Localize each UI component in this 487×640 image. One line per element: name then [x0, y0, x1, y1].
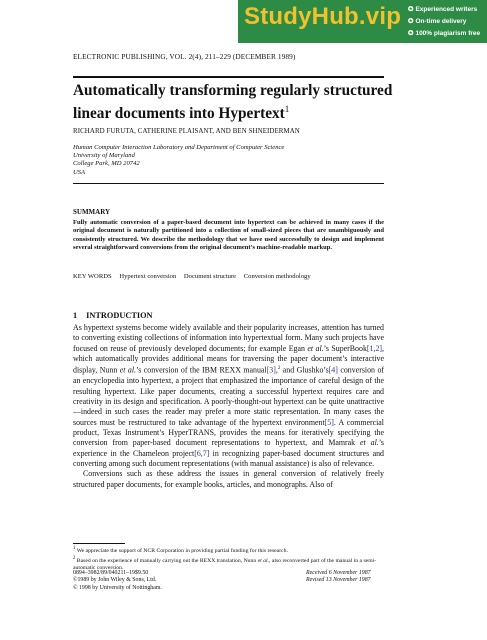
paragraph: As hypertext systems become widely available and their popularity increases, attention has turned to converting existing collections of information into hypertextual form. Many such projects have focused on reuse of previously developed documents; for example Egan et al.’s SuperBook[1,2], which automatically provides additional means for traversing the paper document’s interactive display, Nunn et al.’s conversion of the IBM REXX manual[3],$^2$ and Glushko’s[4] conversion of an encyclopedia into hypertext, a project that emphasized the importance of careful design of the resulting hypertext. Like paper documents, creating a successful hypertext requires care and creativity in its design and specification. A poorly-thought-out hypertext can be quite unattractive—indeed in such cases the reader may prefer a more static representation. In many cases the sources must be restructured to take advantage of the hypertext environment[5]. A commercial product, Texas Instrument’s HyperTRANS, provides the means for iteratively specifying the conversion from paper-based document representations to hypertext, and Mamrak et al.’s experience in the Chameleon project[6,7] in recognizing paper-based document structures and converting among such document representations (with manual assistance) is also of relevance. [73, 323, 385, 469]
keywords-label: KEY WORDS [73, 273, 112, 280]
keyword-item: Document structure [183, 273, 237, 280]
feature-item: ✪ Experienced writers [408, 6, 478, 13]
citation-link[interactable]: [5] [324, 417, 334, 427]
studyhub-logo[interactable] [238, 0, 405, 43]
affiliation: Human Computer Interaction Laboratory and Department of Computer Science University of Maryland College Park, MD 20742 USA [73, 144, 285, 176]
check-circle-icon: ✪ [408, 18, 414, 25]
check-circle-icon: ✪ [408, 30, 414, 37]
keyword-item: Hypertext conversion [119, 273, 177, 280]
authors: RICHARD FURUTA, CATHERINE PLAISANT, AND BEN SHNEIDERMAN [73, 128, 300, 135]
footnotes [73, 545, 384, 572]
ad-banner[interactable] [0, 0, 487, 44]
section-heading: 1 INTRODUCTION [73, 311, 153, 320]
body-text [73, 323, 384, 490]
title-rule-top [73, 76, 384, 78]
feature-item: ✪ On-time delivery [408, 18, 467, 25]
summary-heading: SUMMARY [73, 208, 111, 216]
keywords [73, 273, 317, 280]
summary-text: Fully automatic conversion of a paper-based document into hypertext can be achieved in many cases if the original document is naturally partitioned into a collection of small-sized pieces that are unambiguously and consistently structured. We describe the methodology that we have used successfully to design and implement several straightforward conversions from the original document’s machine-readable markup. [73, 219, 384, 251]
publication-info: 0894–3982/89/040211–19$9.50 ©1989 by John Wiley & Sons, Ltd. © 1998 by University of Nottingham. [73, 570, 162, 591]
logo-text: StudyHub.vip [244, 3, 402, 30]
citation-link[interactable]: [6,7] [194, 448, 210, 458]
feature-item: ✪ 100% plagiarism free [408, 30, 481, 37]
keyword-item: Conversion methodology [243, 273, 311, 280]
citation-link[interactable]: [4] [328, 366, 338, 375]
footnote-rule [73, 543, 125, 544]
title-footnote-mark: 1 [284, 104, 290, 114]
citation-link[interactable]: [1,2] [366, 343, 383, 353]
check-circle-icon: ✪ [408, 6, 414, 13]
citation-link[interactable]: [3] [266, 366, 276, 375]
paragraph: Conversions such as these address the issues in general conversion of relatively freely structured paper documents, for example books, articles, and monographs. Also of [73, 469, 384, 489]
header-rule-bottom [73, 183, 384, 184]
feature-list [405, 0, 487, 43]
footnote: $^2$ Based on the experience of manually carrying out the REXX translation, Nunn et al., also reconverted part of the manual in a semi-automatic conversion. [73, 555, 377, 571]
journal-line: ELECTRONIC PUBLISHING, VOL. 2(4), 211–229 (DECEMBER 1989) [73, 52, 296, 61]
footnote: $^1$ We appreciate the support of NCR Corporation in providing partial funding for this research. [73, 546, 288, 554]
received-dates: Received 6 November 1987 Revised 13 November 1987 [306, 570, 371, 584]
paper-title: Automatically transforming regularly structured linear documents into Hypertext$^1$ [73, 82, 393, 123]
footnote-mark: 2 [277, 366, 281, 372]
